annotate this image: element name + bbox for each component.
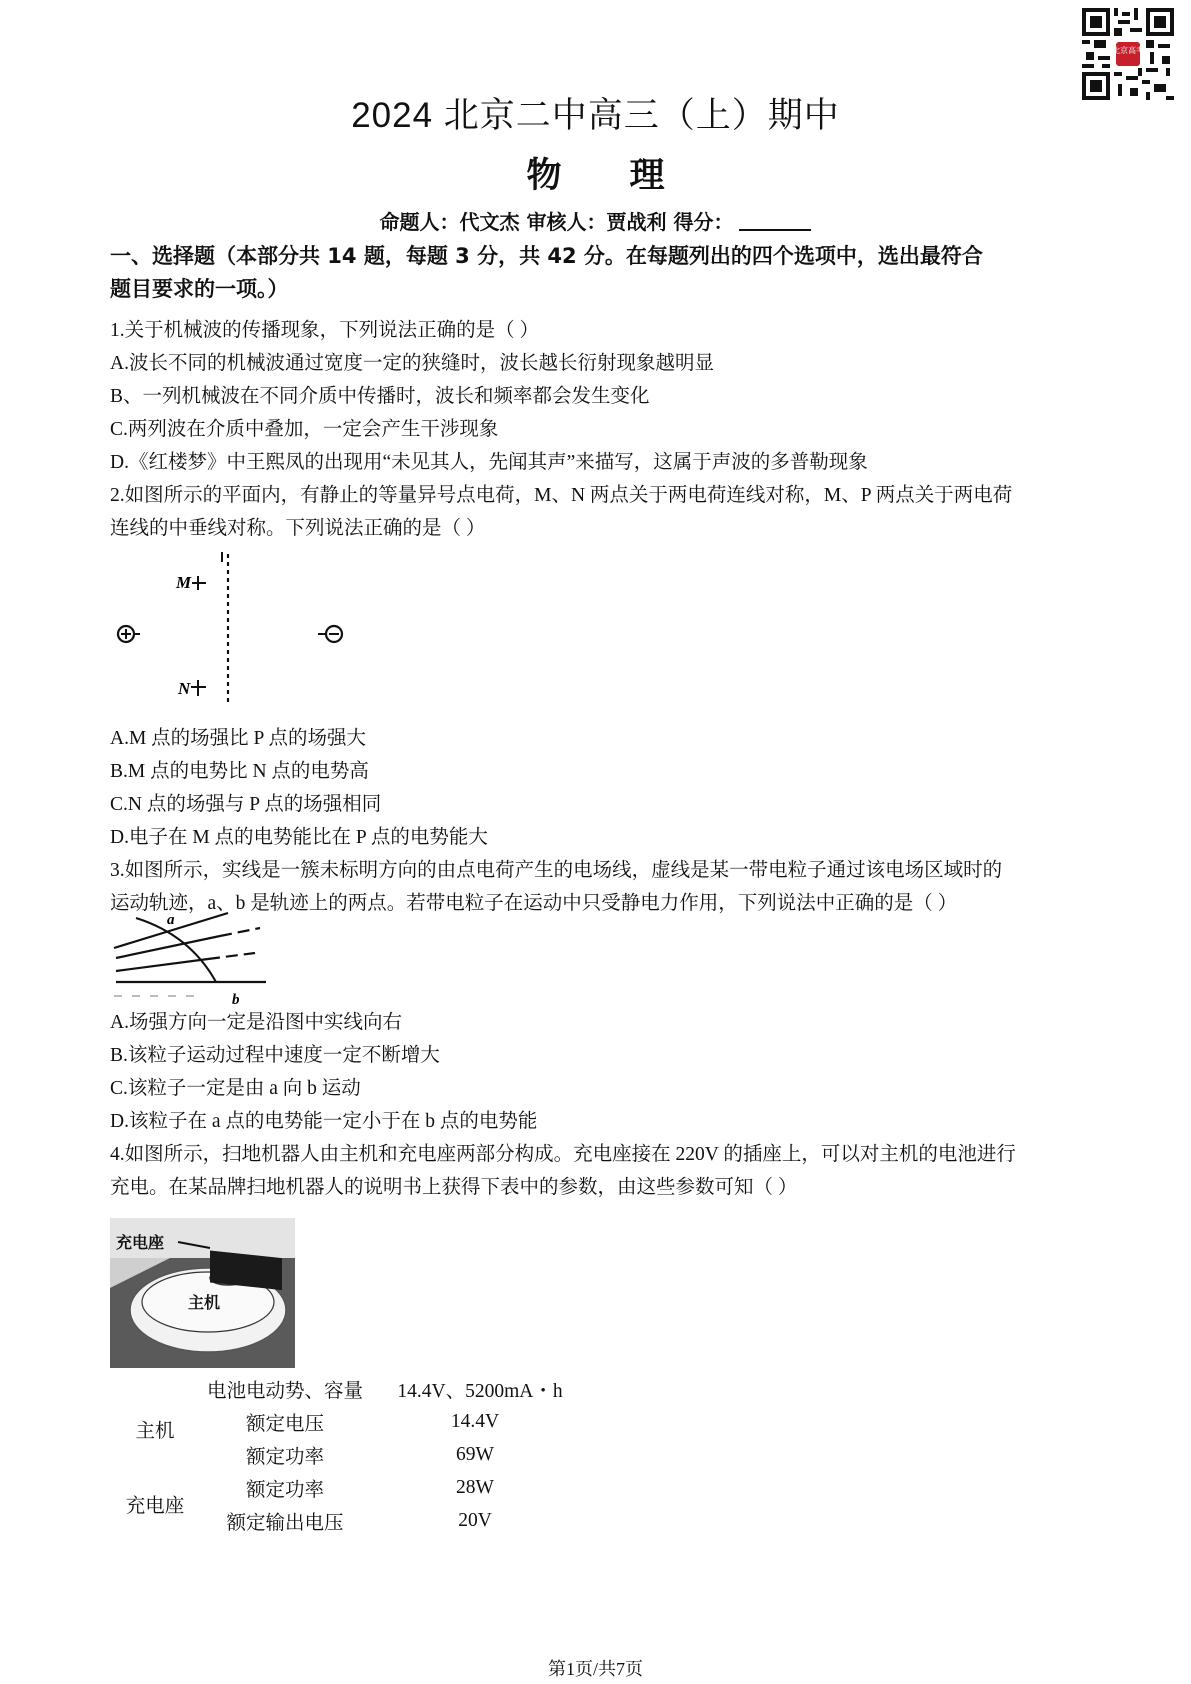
group-name: 主机 bbox=[135, 1420, 175, 1442]
svg-text:a: a bbox=[167, 912, 175, 928]
question-1-stem: 1.关于机械波的传播现象，下列说法正确的是（ ） bbox=[110, 320, 540, 341]
score-label: 得分： bbox=[673, 210, 734, 234]
param-name: 额定电压 bbox=[245, 1413, 324, 1435]
section-heading-line: 题目要求的一项。） bbox=[110, 277, 289, 301]
page-number: 第1页/共7页 bbox=[547, 1659, 643, 1679]
question-1-option-c: C.两列波在介质中叠加，一定会产生干涉现象 bbox=[110, 419, 499, 440]
question-3-option-d: D.该粒子在 a 点的电势能一定小于在 b 点的电势能 bbox=[110, 1111, 538, 1132]
question-2-option-c: C.N 点的场强与 P 点的场强相同 bbox=[110, 794, 382, 815]
question-3-option-b: B.该粒子运动过程中速度一定不断增大 bbox=[110, 1045, 440, 1066]
question-2-option-b: B.M 点的电势比 N 点的电势高 bbox=[110, 761, 369, 782]
question-2-option-d: D.电子在 M 点的电势能比在 P 点的电势能大 bbox=[110, 827, 488, 848]
param-name: 额定输出电压 bbox=[226, 1512, 344, 1534]
svg-text:北京高考: 北京高考 bbox=[1112, 45, 1144, 55]
svg-text:N: N bbox=[178, 679, 191, 698]
question-1-option-b: B、一列机械波在不同介质中传播时，波长和频率都会发生变化 bbox=[110, 386, 650, 407]
section-heading bbox=[110, 240, 1090, 306]
question-1-option-d: D.《红楼梦》中王熙凤的出现用“未见其人，先闻其声”来描写，这属于声波的多普勒现象 bbox=[110, 452, 868, 473]
question-4-stem-line: 充电。在某品牌扫地机器人的说明书上获得下表中的参数，由这些参数可知（ ） bbox=[110, 1177, 798, 1198]
score-blank[interactable] bbox=[739, 209, 811, 231]
group-name: 充电座 bbox=[125, 1496, 185, 1517]
svg-text:充电座: 充电座 bbox=[116, 1233, 165, 1252]
subject-title bbox=[0, 148, 1191, 198]
question-3-stem-line: 运动轨迹，a、b 是轨迹上的两点。若带电粒子在运动中只受静电力作用，下列说法中正确的是（ ） bbox=[110, 893, 958, 914]
question-3-option-a: A.场强方向一定是沿图中实线向右 bbox=[110, 1012, 402, 1033]
subject-char: 物 bbox=[526, 156, 562, 196]
param-name: 额定功率 bbox=[245, 1446, 324, 1468]
question-2-stem-line: 连线的中垂线对称。下列说法正确的是（ ） bbox=[110, 518, 486, 539]
param-value: 14.4V、5200mA・h bbox=[397, 1380, 563, 1402]
param-name: 额定功率 bbox=[245, 1479, 324, 1501]
svg-text:M: M bbox=[176, 573, 192, 592]
param-value: 69W bbox=[456, 1443, 494, 1465]
question-3-figure bbox=[110, 910, 280, 1015]
svg-text:b: b bbox=[232, 992, 240, 1008]
robot-parameters-table bbox=[110, 1372, 580, 1537]
question-1-option-a: A.波长不同的机械波通过宽度一定的狭缝时，波长越长衍射现象越明显 bbox=[110, 353, 714, 374]
question-2-option-a: A.M 点的场强比 P 点的场强大 bbox=[110, 728, 367, 749]
question-3-stem-line: 3.如图所示，实线是一簇未标明方向的由点电荷产生的电场线，虚线是某一带电粒子通过该电场区域时的 bbox=[110, 860, 1003, 881]
author-label: 命题人： bbox=[379, 210, 460, 234]
param-value: 20V bbox=[458, 1509, 492, 1531]
question-3-option-c: C.该粒子一定是由 a 向 b 运动 bbox=[110, 1078, 361, 1099]
question-2-stem-line: 2.如图所示的平面内，有静止的等量异号点电荷，M、N 两点关于两电荷连线对称，M、P 两点关于两电荷 bbox=[110, 485, 1013, 506]
svg-text:主机: 主机 bbox=[188, 1293, 221, 1312]
subject-char: 理 bbox=[629, 156, 665, 196]
exam-title: 2024 北京二中高三（上）期中 bbox=[351, 96, 840, 135]
question-2-figure bbox=[110, 548, 360, 708]
robot-vacuum-photo bbox=[110, 1218, 295, 1368]
table-row bbox=[110, 1372, 580, 1405]
param-name: 电池电动势、容量 bbox=[206, 1380, 363, 1402]
reviewer-label: 审核人： bbox=[526, 210, 607, 234]
section-heading-line: 一、选择题（本部分共 14 题，每题 3 分，共 42 分。在每题列出的四个选项中，选出最符合 bbox=[110, 244, 983, 268]
qr-code bbox=[1082, 8, 1174, 100]
question-4-stem-line: 4.如图所示，扫地机器人由主机和充电座两部分构成。充电座接在 220V 的插座上，可以对主机的电池进行 bbox=[110, 1144, 1016, 1165]
table-row bbox=[110, 1471, 580, 1504]
author-name: 代文杰 bbox=[459, 210, 520, 234]
reviewer-name: 贾战利 bbox=[606, 210, 667, 234]
param-value: 14.4V bbox=[450, 1410, 500, 1432]
exam-meta bbox=[0, 206, 1191, 235]
param-value: 28W bbox=[456, 1476, 494, 1498]
